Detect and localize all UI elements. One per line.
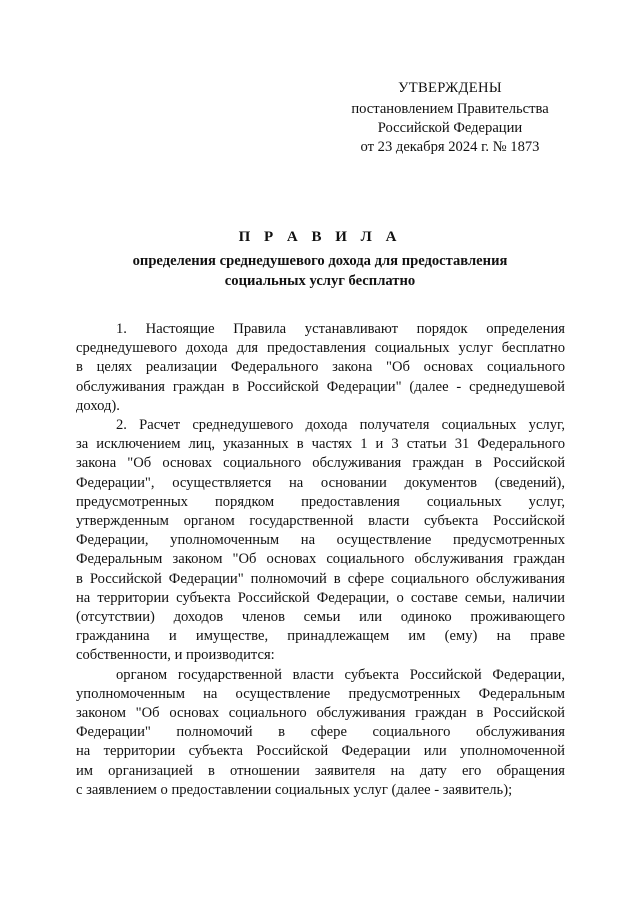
text-line: за исключением лиц, указанных в частях 1 и 3 статьи 31 Федерального bbox=[76, 436, 565, 453]
text-line: среднедушевого дохода для предоставления социальных услуг бесплатно bbox=[76, 340, 565, 357]
approval-stamp bbox=[330, 79, 570, 157]
text-line: гражданина и имуществе, принадлежащем им (ему) на праве bbox=[76, 628, 565, 645]
text-line: предусмотренных порядком предоставления социальных услуг, bbox=[76, 493, 565, 510]
paragraph bbox=[76, 416, 565, 666]
text-line: на территории субъекта Российской Федерации или уполномоченной bbox=[76, 743, 565, 760]
text-line: доход). bbox=[76, 397, 120, 414]
document-title: П Р А В И Л А bbox=[238, 229, 402, 245]
text-line: 2. Расчет среднедушевого дохода получателя социальных услуг, bbox=[116, 417, 565, 434]
approval-line: постановлением Правительства bbox=[351, 101, 549, 117]
approval-line: от 23 декабря 2024 г. № 1873 bbox=[360, 139, 540, 155]
text-line: утвержденным органом государственной власти субъекта Российской bbox=[76, 513, 565, 530]
text-line: 1. Настоящие Правила устанавливают порядок определения bbox=[116, 321, 565, 337]
text-line: Федерации", осуществляется на основании документов (сведений), bbox=[76, 474, 565, 491]
text-line: уполномоченным на осуществление предусмотренных Федеральным bbox=[76, 685, 565, 702]
text-line: на территории субъекта Российской Федерации, о составе семьи, наличии bbox=[76, 589, 565, 606]
subtitle-line: социальных услуг бесплатно bbox=[224, 272, 416, 289]
paragraph bbox=[76, 666, 565, 800]
paragraph bbox=[76, 320, 565, 416]
text-line: (отсутствии) доходов членов семьи или одиноко проживающего bbox=[76, 609, 565, 626]
text-line: им организацией в отношении заявителя на дату его обращения bbox=[76, 762, 565, 779]
text-line: собственности, и производится: bbox=[76, 647, 275, 664]
text-line: Федерации, уполномоченным на осуществление предусмотренных bbox=[76, 532, 565, 549]
text-line: в Российской Федерации" полномочий в сфере социального обслуживания bbox=[76, 570, 565, 587]
text-line: Федеральным законом "Об основах социального обслуживания граждан bbox=[76, 551, 565, 568]
approval-line: Российской Федерации bbox=[377, 120, 523, 136]
subtitle-line: определения среднедушевого дохода для предоставления bbox=[132, 253, 508, 269]
document-body bbox=[76, 320, 565, 800]
approval-heading: УТВЕРЖДЕНЫ bbox=[398, 80, 502, 96]
text-line: обслуживания граждан в Российской Федерации" (далее - среднедушевой bbox=[76, 378, 565, 395]
text-line: органом государственной власти субъекта Российской Федерации, bbox=[116, 666, 565, 683]
text-line: законом "Об основах социального обслуживания граждан в Российской bbox=[76, 705, 565, 722]
text-line: с заявлением о предоставлении социальных услуг (далее - заявитель); bbox=[76, 781, 513, 798]
document-subtitle bbox=[76, 252, 564, 291]
text-line: Федерации" полномочий в сфере социального обслуживания bbox=[76, 724, 565, 741]
text-line: закона "Об основах социального обслуживания граждан в Российской bbox=[76, 455, 565, 472]
text-line: в целях реализации Федерального закона "Об основах социального bbox=[76, 359, 565, 376]
